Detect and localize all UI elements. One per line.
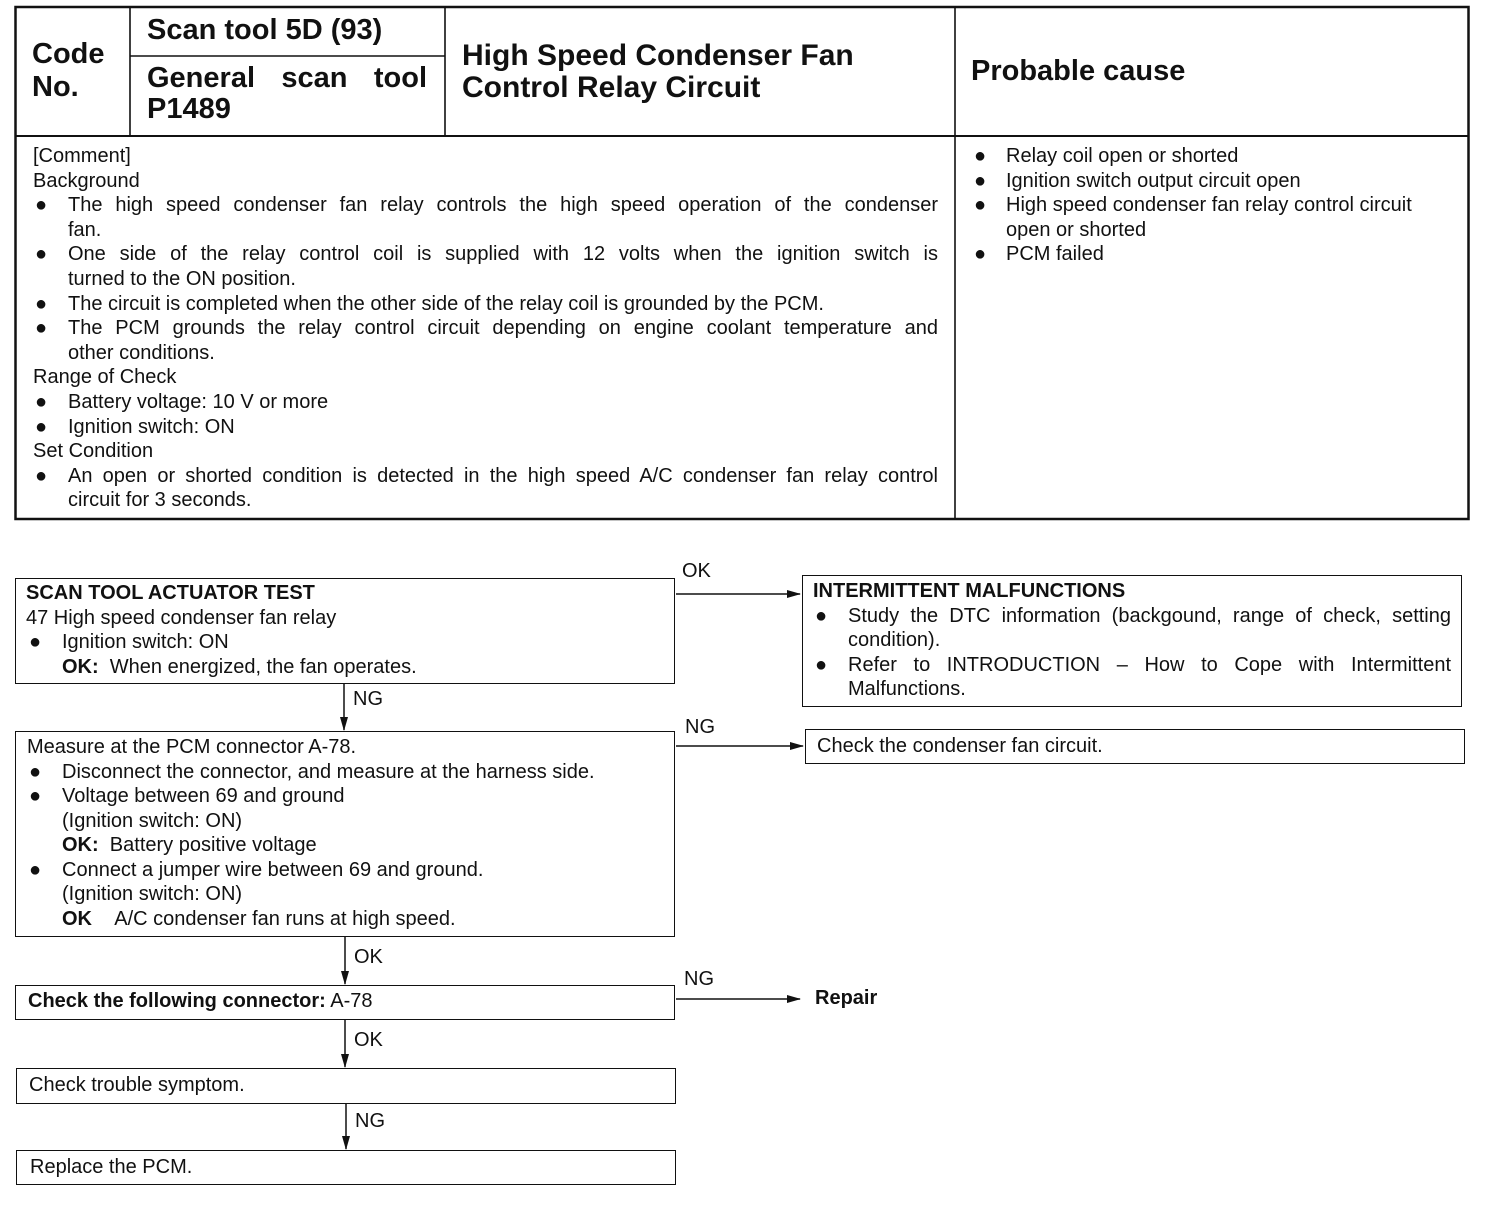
bullet-icon: ● <box>35 292 48 315</box>
probable-cause-item-text: open or shorted <box>1006 218 1147 241</box>
check-symptom-box <box>16 1068 676 1104</box>
edge-label-ng-1: NG <box>353 688 383 710</box>
edge-label-ok-1: OK <box>682 560 711 582</box>
comment-label: [Comment] <box>33 145 131 167</box>
probable-cause-list <box>972 144 1447 267</box>
range-label: Range of Check <box>33 366 177 389</box>
measure-bullet-1: ● Disconnect the connector, and measure at the harness side. <box>29 760 595 783</box>
set-condition-item-text: circuit for 3 seconds. <box>68 489 252 512</box>
intermittent-item-text: Refer to INTRODUCTION – How to Cope with Intermittent <box>848 653 1451 676</box>
measure-ok-2: OK A/C condenser fan runs at high speed. <box>62 907 456 930</box>
intermittent-title: INTERMITTENT MALFUNCTIONS <box>813 580 1126 602</box>
background-item-text: turned to the ON position. <box>68 267 296 290</box>
probable-cause-item-line <box>972 218 1447 243</box>
set-condition-label: Set Condition <box>33 440 154 463</box>
edge-label-ok-3: OK <box>354 1029 383 1051</box>
check-symptom-text: Check trouble symptom. <box>29 1074 245 1096</box>
actuator-test-bullet: ● Ignition switch: ON <box>29 631 229 653</box>
bullet-icon: ● <box>35 415 48 438</box>
check-connector-value: A-78 <box>330 990 373 1012</box>
edge-label-ng-4: NG <box>355 1110 385 1132</box>
bullet-icon: ● <box>974 194 987 217</box>
background-label: Background <box>33 169 140 192</box>
background-item-line <box>33 193 938 218</box>
probable-cause-item-text: PCM failed <box>1006 243 1104 266</box>
range-item-line <box>33 390 938 415</box>
probable-cause-item-line <box>972 144 1447 169</box>
comment-section <box>33 144 938 513</box>
edge-label-ok-2: OK <box>354 946 383 968</box>
intermittent-item-line <box>813 653 1451 678</box>
measure-box <box>15 731 675 937</box>
edge-label-ng-2: NG <box>685 716 715 738</box>
range-item-line <box>33 415 938 440</box>
general-scan-tool-label: General scan tool P1489 <box>147 62 427 125</box>
actuator-test-box <box>15 578 675 684</box>
probable-cause-item-line <box>972 193 1447 218</box>
intermittent-item-line <box>813 628 1451 653</box>
repair-label: Repair <box>815 987 878 1009</box>
page-title: High Speed Condenser Fan Control Relay Circuit <box>462 39 854 104</box>
check-fan-circuit-box <box>805 729 1465 764</box>
background-item-text: other conditions. <box>68 341 215 364</box>
scan-tool-label: Scan tool 5D (93) <box>147 14 383 46</box>
bullet-icon: ● <box>35 390 48 413</box>
bullet-icon: ● <box>35 194 48 217</box>
background-item-line <box>33 218 938 243</box>
bullet-icon: ● <box>35 317 48 340</box>
bullet-icon: ● <box>815 653 828 676</box>
measure-ok-1: OK: Battery positive voltage <box>62 834 317 856</box>
background-item-line <box>33 341 938 366</box>
range-item-text: Ignition switch: ON <box>68 415 235 438</box>
intermittent-item-text: condition). <box>848 629 941 651</box>
set-condition-item-text: An open or shorted condition is detected in the high speed A/C condenser fan relay control <box>68 464 938 487</box>
probable-cause-label: Probable cause <box>971 55 1186 87</box>
background-item-line <box>33 292 938 317</box>
probable-cause-item-text: High speed condenser fan relay control circuit <box>1006 194 1412 217</box>
background-item-text: The circuit is completed when the other side of the relay coil is grounded by the PCM. <box>68 292 824 315</box>
background-item-text: fan. <box>68 218 102 241</box>
background-item-text: The high speed condenser fan relay controls the high speed operation of the condenser <box>68 194 938 217</box>
background-item-line <box>33 242 938 267</box>
actuator-test-ok: OK: When energized, the fan operates. <box>62 655 417 678</box>
replace-pcm-box <box>16 1150 676 1185</box>
measure-bullet-3-sub: (Ignition switch: ON) <box>62 883 243 905</box>
measure-bullet-3: ● Connect a jumper wire between 69 and ground. <box>29 858 484 881</box>
background-item-text: One side of the relay control coil is supplied with 12 volts when the ignition switch is <box>68 243 938 266</box>
probable-cause-item-text: Ignition switch output circuit open <box>1006 169 1301 192</box>
intermittent-item-text: Study the DTC information (backgound, range of check, setting <box>848 604 1451 627</box>
check-connector-label: Check the following connector: <box>28 990 326 1012</box>
background-item-line <box>33 267 938 292</box>
bullet-icon: ● <box>35 243 48 266</box>
intermittent-box <box>802 575 1462 707</box>
measure-title: Measure at the PCM connector A-78. <box>27 736 357 758</box>
probable-cause-item-line <box>972 169 1447 194</box>
bullet-icon: ● <box>974 169 987 192</box>
edge-label-ng-3: NG <box>684 968 714 990</box>
bullet-icon: ● <box>815 604 828 627</box>
set-condition-item-line <box>33 488 938 513</box>
bullet-icon: ● <box>974 145 987 167</box>
actuator-test-item: 47 High speed condenser fan relay <box>26 606 337 629</box>
bullet-icon: ● <box>974 243 987 266</box>
background-item-text: The PCM grounds the relay control circuit depending on engine coolant temperature and <box>68 317 938 340</box>
code-no-label: Code No. <box>32 38 105 103</box>
intermittent-item-line <box>813 677 1451 702</box>
bullet-icon: ● <box>35 464 48 487</box>
probable-cause-item-text: Relay coil open or shorted <box>1006 145 1239 167</box>
probable-cause-item-line <box>972 242 1447 267</box>
measure-bullet-2: ● Voltage between 69 and ground <box>29 785 345 807</box>
range-item-text: Battery voltage: 10 V or more <box>68 390 329 413</box>
background-item-line <box>33 316 938 341</box>
check-fan-circuit-text: Check the condenser fan circuit. <box>817 735 1103 757</box>
replace-pcm-text: Replace the PCM. <box>30 1156 193 1178</box>
measure-bullet-2-sub: (Ignition switch: ON) <box>62 809 243 832</box>
actuator-test-title: SCAN TOOL ACTUATOR TEST <box>26 582 315 604</box>
check-connector-box <box>15 985 675 1020</box>
set-condition-item-line <box>33 464 938 489</box>
intermittent-item-line <box>813 604 1451 629</box>
intermittent-item-text: Malfunctions. <box>848 678 966 700</box>
